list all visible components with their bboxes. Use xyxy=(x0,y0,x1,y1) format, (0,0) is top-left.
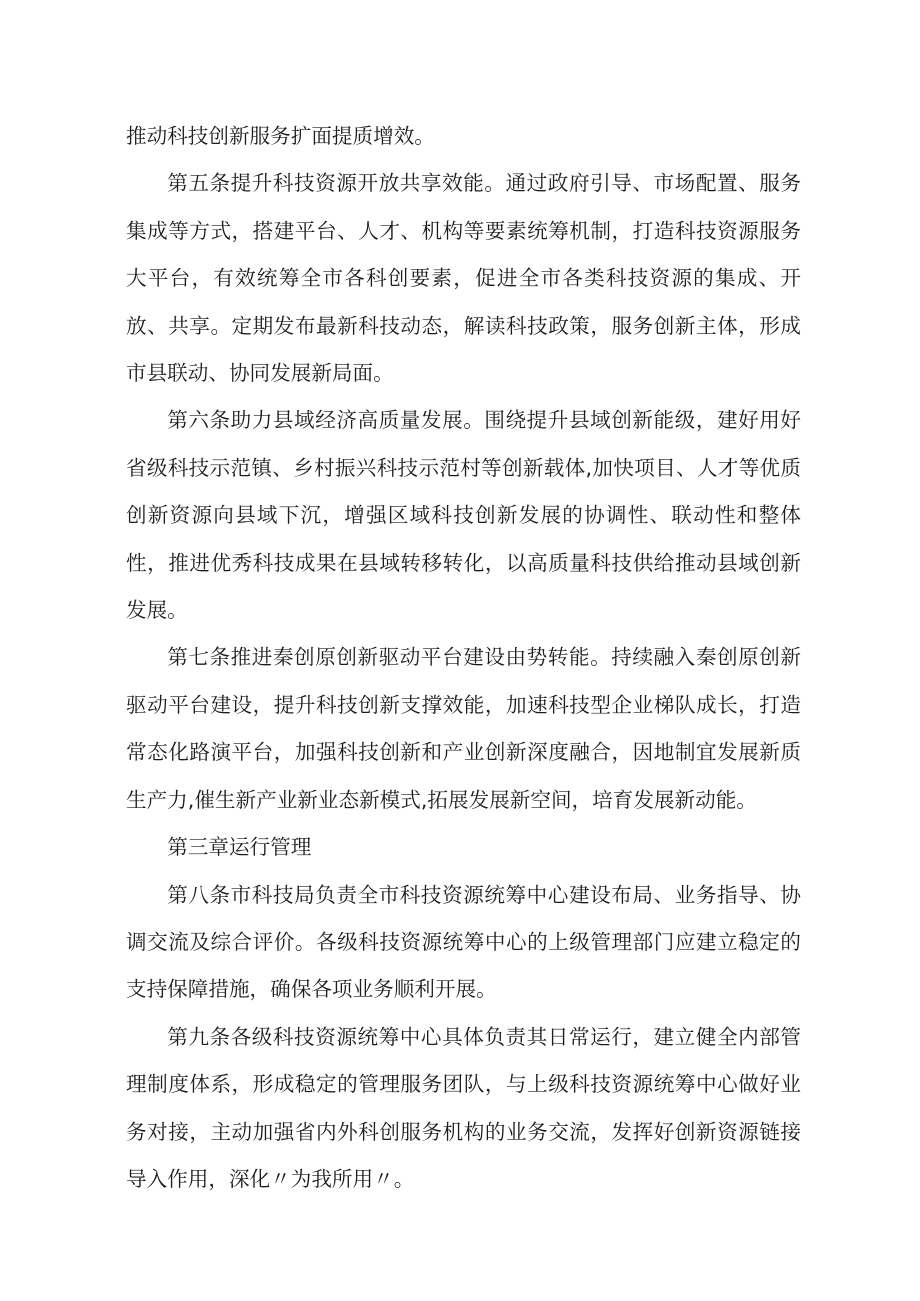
document-body xyxy=(126,113,801,1203)
paragraph-article-9: 第九条各级科技资源统筹中心具体负责其日常运行，建立健全内部管理制度体系，形成稳定的管理服务团队，与上级科技资源统筹中心做好业务对接，主动加强省内外科创服务机构的业务交流，发挥好创新资源链接导入作用，深化〃为我所用〃。 xyxy=(126,1024,801,1191)
paragraph-article-5: 第五条提升科技资源开放共享效能。通过政府引导、市场配置、服务集成等方式，搭建平台、人才、机构等要素统筹机制，打造科技资源服务大平台，有效统筹全市各科创要素，促进全市各类科技资源的集成、开放、共享。定期发布最新科技动态，解读科技政策，服务创新主体，形成市县联动、协同发展新局面。 xyxy=(126,171,801,386)
paragraph-article-6: 第六条助力县域经济高质量发展。围绕提升县域创新能级，建好用好省级科技示范镇、乡村振兴科技示范村等创新载体,加快项目、人才等优质创新资源向县域下沉，增强区域科技创新发展的协调性、联动性和整体性，推进优秀科技成果在县域转移转化，以高质量科技供给推动县域创新发展。 xyxy=(126,408,801,623)
paragraph-article-7: 第七条推进秦创原创新驱动平台建设由势转能。持续融入秦创原创新驱动平台建设，提升科技创新支撑效能，加速科技型企业梯队成长，打造常态化路演平台，加强科技创新和产业创新深度融合，因地制宜发展新质生产力,催生新产业新业态新模式,拓展发展新空间，培育发展新动能。 xyxy=(126,645,801,812)
paragraph-continuation: 推动科技创新服务扩面提质增效。 xyxy=(126,124,435,148)
paragraph-article-8: 第八条市科技局负责全市科技资源统筹中心建设布局、业务指导、协调交流及综合评价。各级科技资源统筹中心的上级管理部门应建立稳定的支持保障措施，确保各项业务顺利开展。 xyxy=(126,882,801,1002)
chapter-heading-3: 第三章运行管理 xyxy=(167,835,312,860)
